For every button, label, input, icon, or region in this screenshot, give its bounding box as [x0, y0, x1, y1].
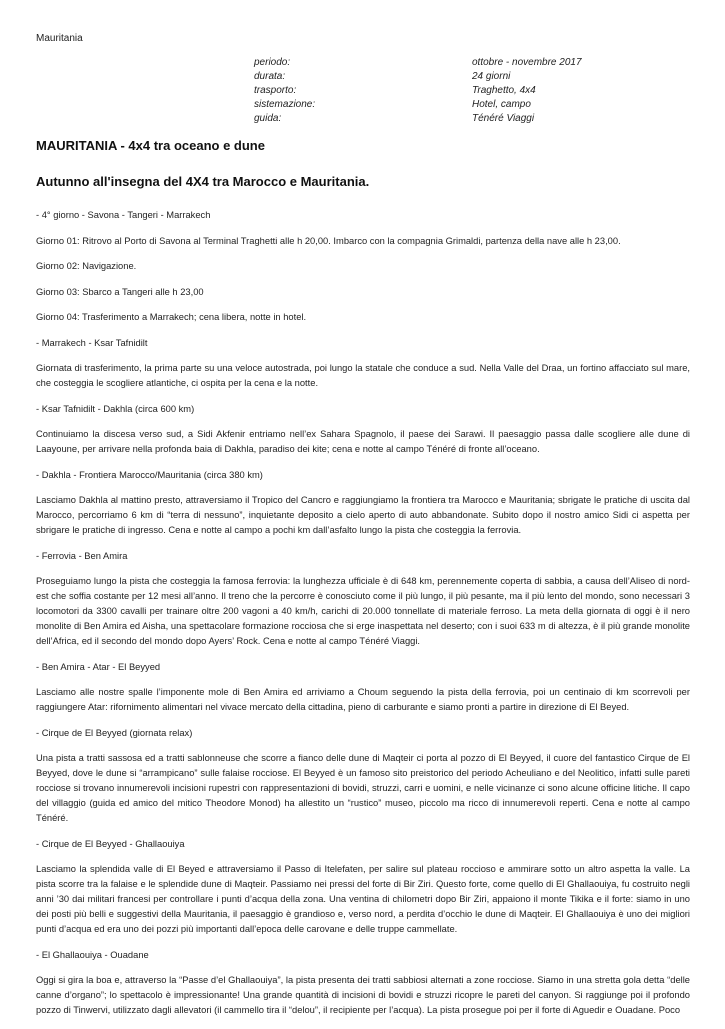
transport-value: Traghetto, 4x4	[472, 85, 536, 96]
period-value: ottobre - novembre 2017	[472, 57, 582, 68]
page-subtitle: Autunno all'insegna del 4X4 tra Marocco e Mauritania.	[36, 174, 370, 189]
duration-label: durata:	[254, 71, 286, 82]
section-heading: - 4° giorno - Savona - Tangeri - Marrakech	[36, 210, 211, 220]
trip-info-table	[254, 56, 690, 126]
section-paragraph: Continuiamo la discesa verso sud, a Sidi Akfenir entriamo nell’ex Sahara Spagnolo, il paese dei Sarawi. Il paesaggio passa dalle scogliere alle dune di Laayoune, per arrivare nella profonda baia di Dakhla, paradiso dei kite; cena e notte al campo Ténéré di fronte all’oceano.	[36, 429, 690, 454]
period-label: periodo:	[254, 57, 291, 68]
section-heading: - Ksar Tafnidilt - Dakhla (circa 600 km)	[36, 403, 195, 414]
day-paragraph: Giorno 01: Ritrovo al Porto di Savona al Terminal Traghetti alle h 20,00. Imbarco con la compagnia Grimaldi, partenza della nave alle h 23,00.	[36, 235, 621, 246]
section-heading: - Cirque de El Beyyed - Ghallaouiya	[36, 838, 185, 849]
section-paragraph: Proseguiamo lungo la pista che costeggia la famosa ferrovia: la lunghezza ufficiale è di 648 km, perennemente coperta di sabbia, a causa dell’Aliseo di nord-est che soffia costante per 12 mesi all’anno. Il treno che la percorre è conosciuto come il più lungo, il più pesante, ma il più lento del mondo, sono necessari 3 locomotori da 3300 cavalli per trainare oltre 200 vagoni a 40 km/h, carichi di 20.000 tonnellate di materiale ferroso. La meta della giornata di oggi è il nero monolite di Ben Amira ed Aisha, una spettacolare formazione rocciosa che si erge inaspettata nel deserto; con i suoi 633 m di altezza, è il più grande monolite dell’Africa, ed il secondo del mondo dopo Ayers’ Rock. Cena e notte al campo Ténéré Viaggi.	[36, 576, 690, 646]
section-paragraph: Giornata di trasferimento, la prima parte su una veloce autostrada, poi lungo la statale che conduce a sud. Nella Valle del Draa, un fortino affacciato sul mare, che costeggia le scogliere atlantiche, ci ospita per la cena e la notte.	[36, 363, 690, 388]
guide-value: Ténéré Viaggi	[472, 113, 535, 124]
section-paragraph: Lasciamo Dakhla al mattino presto, attraversiamo il Tropico del Cancro e raggiungiamo la frontiera tra Marocco e Mauritania; sbrigate le pratiche di uscita dal Marocco, percorriamo 6 km di “terra di nessuno”, inquietante deposito a cielo aperto di auto abbandonate. Subito dopo il nostro amico Sidi ci aspetta per sbrigare le pratiche di ingresso. Cena e notte al campo a pochi km dall’asfalto lungo la pista che costeggia la ferrovia.	[36, 495, 690, 535]
section-paragraph: Oggi si gira la boa e, attraverso la “Passe d’el Ghallaouiya”, la pista presenta dei tratti sabbiosi alternati a zone rocciose. Siamo in una stretta gola detta “delle canne d’organo”; lo spettacolo è impressionante! Una grande quantità di incisioni di bovidi e struzzi ricopre le pareti del canyon. Si raggiunge poi il profondo pozzo di Tinwervi, utilizzato dagli allevatori (il cammello tira il “delou”, il recipiente per l’acqua). La pista prosegue poi per il forte di Aguedir e Ouadane. Poco	[36, 975, 690, 1015]
transport-label: trasporto:	[254, 85, 297, 96]
accommodation-label: sistemazione:	[254, 99, 316, 110]
page-title: MAURITANIA - 4x4 tra oceano e dune	[36, 138, 265, 153]
country-header: Mauritania	[36, 33, 83, 44]
section-heading: - Dakhla - Frontiera Marocco/Mauritania (circa 380 km)	[36, 469, 263, 480]
trip-info-row-guide	[254, 112, 690, 126]
section-heading: - Cirque de El Beyyed (giornata relax)	[36, 727, 193, 738]
section-heading: - El Ghallaouiya - Ouadane	[36, 949, 149, 960]
section-heading: - Marrakech - Ksar Tafnidilt	[36, 337, 148, 348]
guide-label: guida:	[254, 113, 282, 124]
day-paragraph: Giorno 04: Trasferimento a Marrakech; cena libera, notte in hotel.	[36, 312, 307, 322]
trip-info-row-period	[254, 56, 690, 70]
article-body	[36, 208, 690, 1029]
duration-value: 24 giorni	[472, 71, 511, 82]
trip-info-row-accommodation	[254, 98, 690, 112]
accommodation-value: Hotel, campo	[472, 99, 531, 110]
day-paragraph: Giorno 03: Sbarco a Tangeri alle h 23,00	[36, 286, 204, 297]
section-paragraph: Lasciamo alle nostre spalle l’imponente mole di Ben Amira ed arriviamo a Choum seguendo la pista della ferrovia, poi un centinaio di km scorrevoli per raggiungere Atar: rifornimento alimentari nel vivace mercato della cittadina, pieno di carburante e siamo pronti a partire in direzione di El Beyed.	[36, 687, 690, 712]
trip-info-row-transport	[254, 84, 690, 98]
section-paragraph: Una pista a tratti sassosa ed a tratti sablonneuse che scorre a fianco delle dune di Maqteir ci porta al pozzo di El Beyyed, il cuore del fantastico Cirque de El Beyyed, dove le dune si “arrampicano” sulle falaise rocciose. El Beyyed è un famoso sito preistorico del periodo Acheuliano e del Neolitico, infatti sulle pareti rocciose si trovano innumerevoli incisioni rupestri con rappresentazioni di bovidi, struzzi, carri e uomini, e nelle vicinanze ci sono alcune officine litiche. Il capo del villaggio (guida ed amico del mitico Theodore Monod) ha allestito un “rustico” museo, piccolo ma ricco di innumerevoli reperti. Cena e notte al campo Ténéré.	[36, 753, 690, 823]
section-paragraph: Lasciamo la splendida valle di El Beyed e attraversiamo il Passo di Itelefaten, per salire sul plateau roccioso e ammirare sotto un altro aspetta la valle. La pista scorre tra la falaise e le splendide dune di Maqteir. Passiamo nei pressi del forte di Bir Ziri. Questo forte, come quello di El Ghallaouiya, fu costruito negli anni ’30 dai militari francesi per controllare i punti d’acqua della zona. Una ventina di chilometri dopo Bir Ziri, appaiono il monte Tikika e il forte: siamo in uno dei posti più belli e suggestivi della Mauritania, il paesaggio è grandioso e, verso nord, a perdita d’occhio le dune di Maqteir. El Ghallaouiya è uno dei migliori punti d’acqua ed era uno dei pozzi più importanti dall’epoca delle carovane e delle truppe cammellate.	[36, 864, 690, 934]
section-heading: - Ben Amira - Atar - El Beyyed	[36, 661, 161, 672]
day-paragraph: Giorno 02: Navigazione.	[36, 261, 137, 271]
section-heading: - Ferrovia - Ben Amira	[36, 550, 128, 561]
trip-info-row-duration	[254, 70, 690, 84]
